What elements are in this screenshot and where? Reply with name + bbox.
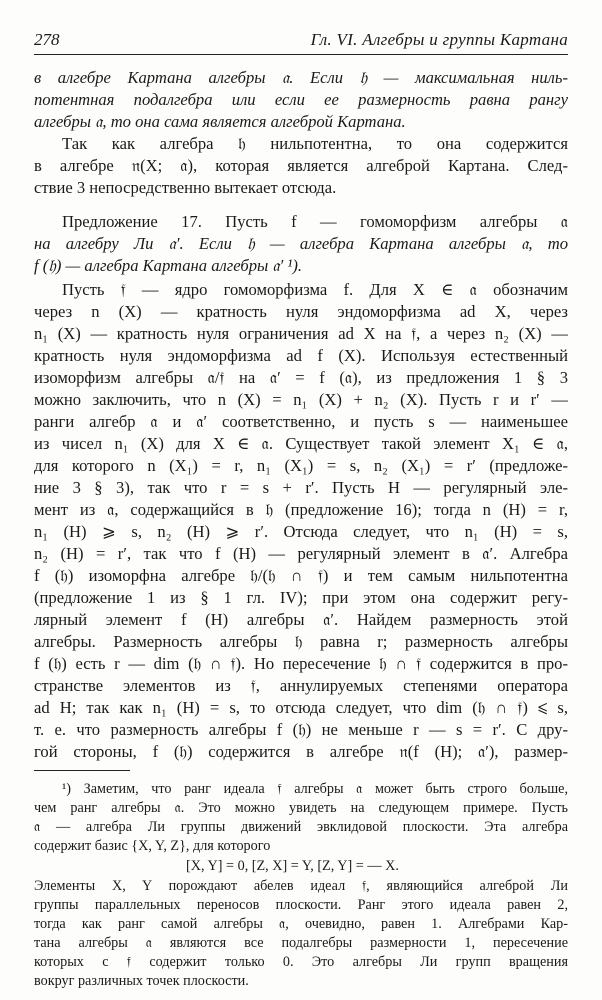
body-line: для которого n (X₁) = r, n₁ (X₁) = s, n₂ (X₁) = r′ (предложе- <box>34 456 568 475</box>
proposition-heading: Предложение 17. Пусть f — гомоморфизм алгебры 𝔞 <box>62 212 568 231</box>
body-line: n₂ (H) = r′, так что f (H) — регулярный элемент в 𝔞′. Алгебра <box>34 544 568 563</box>
footnote-formula: [X, Y] = 0, [Z, X] = Y, [Z, Y] = — X. <box>186 858 399 874</box>
body-line: из чисел n₁ (X) для X ∈ 𝔞. Существует такой элемент X₁ ∈ 𝔞, <box>34 434 568 453</box>
body-line: лярный элемент f (H) алгебры 𝔞′. Найдем размерность этой <box>34 610 568 629</box>
body-line: алгебры. Размерность алгебры 𝔥 равна r; размерность алгебры <box>34 632 568 651</box>
body-line: Так как алгебра 𝔥 нильпотентна, то она содержится <box>62 134 568 153</box>
body-line: в алгебре 𝔫(X; 𝔞), которая является алгеброй Картана. След- <box>34 156 568 175</box>
body-line: гой стороны, f (𝔥) содержится в алгебре 𝔫(f (H); 𝔞′), размер- <box>34 742 568 761</box>
footnote-rule <box>34 770 130 771</box>
body-line: n₁ (X) — кратность нуля ограничения ad X на 𝔣, а через n₂ (X) — <box>34 324 568 343</box>
running-head: Гл. VI. Алгебры и группы Картана <box>310 30 568 49</box>
body-line: в алгебре Картана алгебры 𝔞. Если 𝔥 — максимальная ниль- <box>34 68 568 87</box>
body-line: ствие 3 непосредственно вытекает отсюда. <box>34 178 337 197</box>
body-line: ранги алгебр 𝔞 и 𝔞′ соответственно, и пусть s — наименьшее <box>34 412 568 431</box>
footnote-line: вокруг различных точек плоскости. <box>34 973 249 989</box>
body-line: f (𝔥) — алгебра Картана алгебры 𝔞′ ¹). <box>34 256 303 275</box>
body-line: Пусть 𝔣 — ядро гомоморфизма f. Для X ∈ 𝔞 обозначим <box>62 280 568 299</box>
footnote-line: которых с 𝔣 содержит только 0. Это алгебры Ли групп вращения <box>34 954 568 970</box>
body-line: f (𝔥) изоморфна алгебре 𝔥/(𝔥 ∩ 𝔣) и тем самым нильпотентна <box>34 566 568 585</box>
body-line: можно заключить, что n (X) = n₁ (X) + n₂ (X). Пусть r и r′ — <box>34 390 568 409</box>
body-line: ние 3 § 3), так что r = s + r′. Пусть H — регулярный эле- <box>34 478 568 497</box>
body-line: (предложение 1 из § 1 гл. IV); при этом она содержит регу- <box>34 588 568 607</box>
footnote-line: содержит базис {X, Y, Z}, для которого <box>34 838 271 854</box>
body-line: ad H; так как n₁ (H) = s, то отсюда следует, что dim (𝔥 ∩ 𝔣) ⩽ s, <box>34 698 568 717</box>
footnote-line: ¹) Заметим, что ранг идеала 𝔣 алгебры 𝔞 может быть строго больше, <box>62 781 568 797</box>
body-line: т. е. что размерность алгебры f (𝔥) не меньше r — s = r′. С дру- <box>34 720 568 739</box>
body-line: кратность нуля эндоморфизма ad f (X). Используя естественный <box>34 346 568 365</box>
body-line: на алгебру Ли 𝔞′. Если 𝔥 — алгебра Картана алгебры 𝔞, то <box>34 234 568 253</box>
body-line: n₁ (H) ⩾ s, n₂ (H) ⩾ r′. Отсюда следует, что n₁ (H) = s, <box>34 522 568 541</box>
body-line: мент из 𝔞, содержащийся в 𝔥 (предложение 16); тогда n (H) = r, <box>34 500 568 519</box>
body-line: изоморфизм алгебры 𝔞/𝔣 на 𝔞′ = f (𝔞), из предложения 1 § 3 <box>34 368 568 387</box>
body-line: f (𝔥) есть r — dim (𝔥 ∩ 𝔣). Но пересечение 𝔥 ∩ 𝔣 содержится в про- <box>34 654 568 673</box>
body-line: потентная подалгебра или если ее размерность равна рангу <box>34 90 568 109</box>
footnote-line: группы параллельных переносов плоскости. Ранг этого идеала равен 2, <box>34 897 568 913</box>
footnote-line: чем ранг алгебры 𝔞. Это можно увидеть на следующем примере. Пусть <box>34 800 568 816</box>
footnote-line: Элементы X, Y порождают абелев идеал 𝔣, являющийся алгеброй Ли <box>34 878 568 894</box>
footnote-line: 𝔞 — алгебра Ли группы движений эвклидовой плоскости. Эта алгебра <box>34 819 568 835</box>
body-line: алгебры 𝔞, то она сама является алгеброй Картана. <box>34 112 406 131</box>
footnote-line: тогда как ранг самой алгебры 𝔞, очевидно, равен 1. Алгебрами Кар- <box>34 916 568 932</box>
page-number: 278 <box>34 30 60 49</box>
body-line: через n (X) — кратность нуля эндоморфизма ad X, через <box>34 302 568 321</box>
body-line: странстве элементов из 𝔣, аннулируемых степенями оператора <box>34 676 568 695</box>
footnote-line: тана алгебры 𝔞 являются все подалгебры размерности 1, пересечение <box>34 935 568 951</box>
page-header <box>34 30 568 55</box>
